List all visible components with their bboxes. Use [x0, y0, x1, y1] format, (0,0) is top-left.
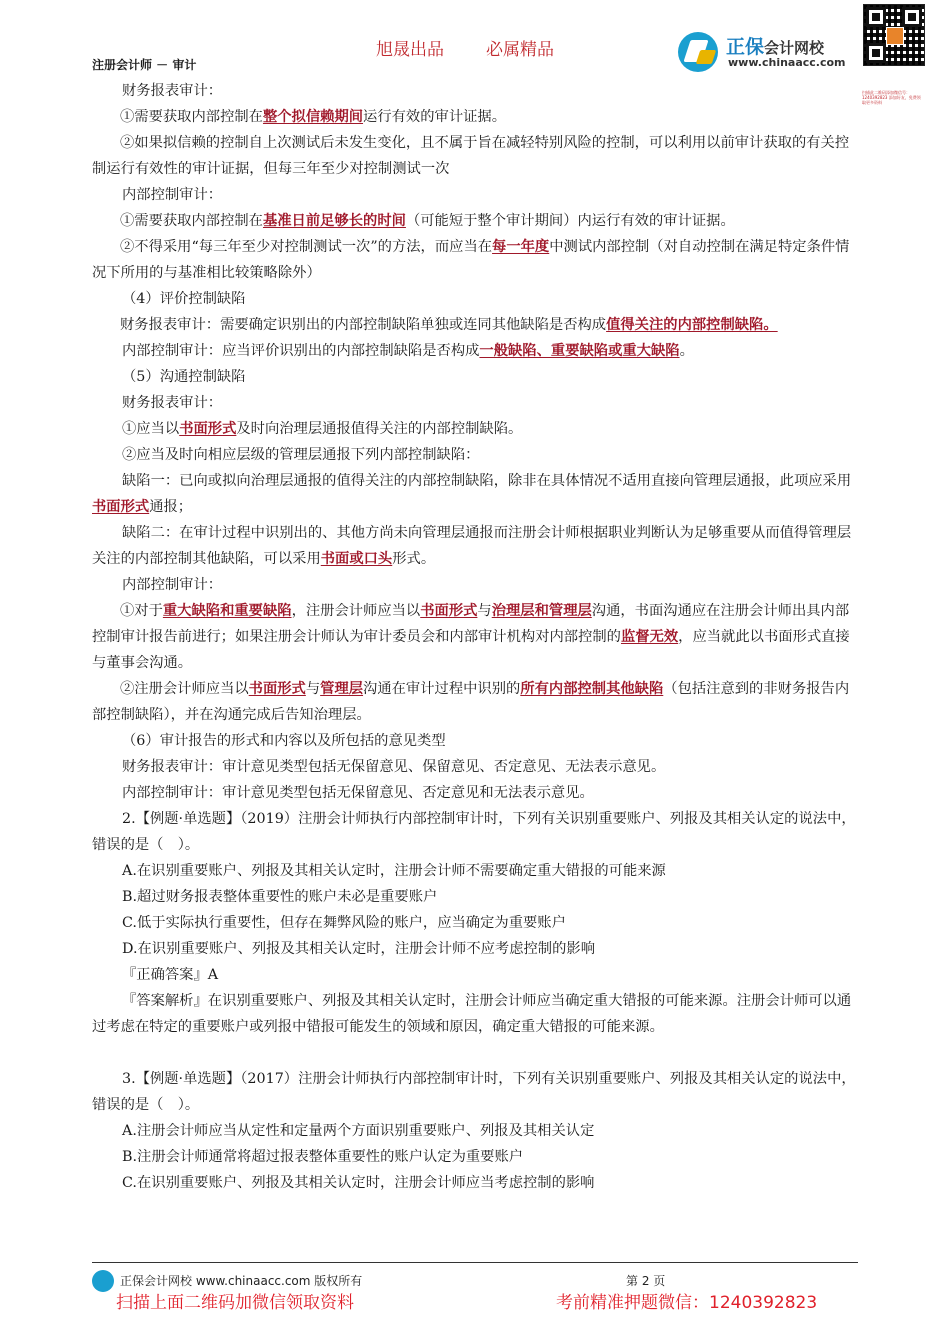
answer: 『正确答案』A — [122, 967, 219, 983]
question: 2.【例题·单选题】（2019）注册会计师执行内部控制审计时，下列有关识别重要账户、列报及其相关认定的说法中，错误的是（ ）。 — [92, 811, 856, 853]
qr-note: 扫描此二维码添加微信号：1240392823 添加好友，免费领取更多资料 — [862, 90, 921, 105]
highlight: 书面形式 — [179, 421, 237, 437]
document-body — [92, 78, 862, 1196]
paragraph: 财务报表审计： — [122, 395, 223, 411]
section-heading: （6）审计报告的形式和内容以及所包括的意见类型 — [122, 733, 446, 749]
highlight: 书面形式 — [420, 603, 478, 619]
highlight: 基准日前足够长的时间 — [262, 213, 406, 229]
logo-mark-icon — [678, 32, 718, 72]
option: B.注册会计师通常将超过报表整体重要性的账户认定为重要账户 — [122, 1149, 524, 1165]
option: C.低于实际执行重要性，但存在舞弊风险的账户，应当确定为重要账户 — [122, 915, 566, 931]
footer-scan-text: 扫描上面二维码加微信领取资料 — [116, 1293, 354, 1313]
highlight: 书面或口头 — [320, 551, 393, 567]
paragraph: 内部控制审计： — [122, 577, 223, 593]
explanation: 『答案解析』在识别重要账户、列报及其相关认定时，注册会计师应当确定重大错报的可能来源。注册会计师可以通过考虑在特定的重要账户或列报中错报可能发生的领域和原因，确定重大错报的可能来源。 — [92, 993, 852, 1035]
paragraph: ②应当及时向相应层级的管理层通报下列内部控制缺陷： — [122, 447, 480, 463]
paragraph: ①需要获取内部控制在整个拟信赖期间运行有效的审计证据。 — [120, 109, 507, 125]
option: A.在识别重要账户、列报及其相关认定时，注册会计师不需要确定重大错报的可能来源 — [122, 863, 666, 879]
footer-divider — [92, 1262, 858, 1263]
highlight: 一般缺陷、重要缺陷或重大缺陷 — [479, 343, 680, 359]
paragraph: 财务报表审计：审计意见类型包括无保留意见、保留意见、否定意见、无法表示意见。 — [122, 759, 666, 775]
qr-code-icon — [863, 4, 925, 66]
page-number: 第 2 页 — [626, 1274, 666, 1288]
paragraph: 财务报表审计： — [122, 83, 223, 99]
paragraph: ①应当以书面形式及时向治理层通报值得关注的内部控制缺陷。 — [122, 421, 523, 437]
highlight: 值得关注的内部控制缺陷。 — [606, 317, 778, 333]
highlight: 每一年度 — [492, 239, 550, 255]
paragraph: 内部控制审计：审计意见类型包括无保留意见、否定意见和无法表示意见。 — [122, 785, 594, 801]
paragraph: 财务报表审计：需要确定识别出的内部控制缺陷单独或连同其他缺陷是否构成值得关注的内部控制缺陷。 — [120, 317, 778, 333]
highlight: 书面形式 — [248, 681, 306, 697]
option: D.在识别重要账户、列报及其相关认定时，注册会计师不应考虑控制的影响 — [122, 941, 595, 957]
highlight: 管理层 — [320, 681, 364, 697]
option: A.注册会计师应当从定性和定量两个方面识别重要账户、列报及其相关认定 — [122, 1123, 595, 1139]
highlight: 所有内部控制其他缺陷 — [520, 681, 664, 697]
header-slogan — [376, 35, 596, 60]
paragraph: ①需要获取内部控制在基准日前足够长的时间（可能短于整个审计期间）内运行有效的审计证据。 — [120, 213, 735, 229]
highlight: 重大缺陷和重要缺陷 — [162, 603, 292, 619]
question: 3.【例题·单选题】（2017）注册会计师执行内部控制审计时，下列有关识别重要账户、列报及其相关认定的说法中，错误的是（ ）。 — [92, 1071, 856, 1113]
highlight: 监督无效 — [620, 629, 679, 645]
slogan-right: 必属精品 — [486, 40, 554, 60]
course-title: 注册会计师 － 审计 — [92, 58, 197, 72]
logo-name: 正保会计网校 — [726, 36, 825, 58]
brand-logo[interactable] — [678, 30, 856, 72]
logo-url: www.chinaacc.com — [728, 56, 846, 69]
footer-logo-icon — [92, 1270, 114, 1292]
paragraph: ②不得采用“每三年至少对控制测试一次”的方法，而应当在每一年度中测试内部控制（对自动控制在满足特定条件情况下所用的与基准相比较策略除外） — [92, 239, 850, 281]
paragraph: 缺陷一：已向或拟向治理层通报的值得关注的内部控制缺陷，除非在具体情况不适用直接向管理层通报，此项应采用书面形式通报； — [92, 473, 852, 515]
highlight: 治理层和管理层 — [491, 603, 592, 619]
highlight: 书面形式 — [92, 499, 150, 515]
highlight: 整个拟信赖期间 — [262, 109, 364, 125]
paragraph: ②如果拟信赖的控制自上次测试后未发生变化，且不属于旨在减轻特别风险的控制，可以利用以前审计获取的有关控制运行有效性的审计证据，但每三年至少对控制测试一次 — [92, 135, 850, 177]
paragraph: 缺陷二：在审计过程中识别出的、其他方尚未向管理层通报而注册会计师根据职业判断认为足够重要从而值得管理层关注的内部控制其他缺陷，可以采用书面或口头形式。 — [92, 525, 852, 567]
option: B.超过财务报表整体重要性的账户未必是重要账户 — [122, 889, 438, 905]
option: C.在识别重要账户、列报及其相关认定时，注册会计师应当考虑控制的影响 — [122, 1175, 595, 1191]
section-heading: （4）评价控制缺陷 — [122, 291, 246, 307]
footer-copyright: 正保会计网校 www.chinaacc.com 版权所有 — [120, 1274, 363, 1288]
paragraph: ②注册会计师应当以书面形式与管理层沟通在审计过程中识别的所有内部控制其他缺陷（包括注意到的非财务报告内部控制缺陷），并在沟通完成后告知治理层。 — [92, 681, 850, 723]
slogan-left: 旭晟出品 — [376, 40, 444, 60]
paragraph: 内部控制审计：应当评价识别出的内部控制缺陷是否构成一般缺陷、重要缺陷或重大缺陷。 — [122, 343, 694, 359]
footer-wechat-text: 考前精准押题微信：1240392823 — [556, 1293, 818, 1313]
paragraph: 内部控制审计： — [122, 187, 223, 203]
paragraph: ①对于重大缺陷和重要缺陷，注册会计师应当以书面形式与治理层和管理层沟通，书面沟通应在注册会计师出具内部控制审计报告前进行；如果注册会计师认为审计委员会和内部审计机构对内部控制的监督无效，应当就此以书面形式直接与董事会沟通。 — [92, 603, 850, 671]
section-heading: （5）沟通控制缺陷 — [122, 369, 246, 385]
